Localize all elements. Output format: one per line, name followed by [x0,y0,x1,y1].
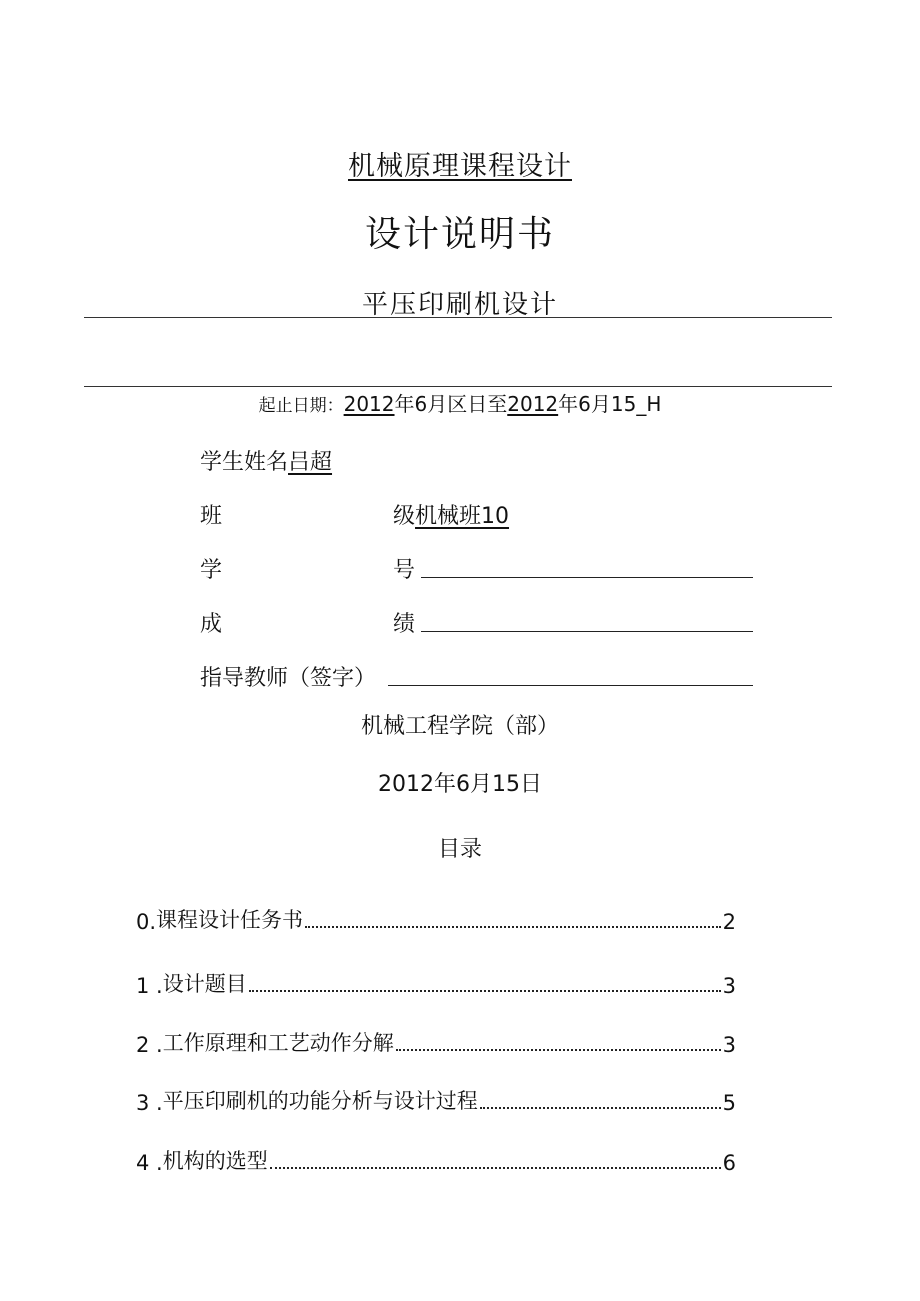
toc-entry-number: 1 . [136,974,163,998]
id-blank-line [421,577,753,578]
student-name-row [200,445,332,476]
class-row [393,499,509,530]
toc-entry[interactable] [136,1085,736,1115]
toc-entry-number: 4 . [136,1151,163,1175]
id-label-left: 学 [200,558,223,583]
date-range-label: 起止日期： [258,396,344,416]
toc-entry[interactable] [136,1027,736,1057]
document-title: 设计说明书 [364,214,555,255]
student-name-value: 吕超 [288,450,333,475]
grade-label-left: 成 [200,612,223,637]
advisor-label: 指导教师（签字） [200,666,377,691]
school-name: 机械工程学院（部） [360,714,559,739]
toc-entry-number: 3 . [136,1091,163,1115]
cover-date: 2012年6月15日 [378,772,542,797]
grade-blank-line [421,631,753,632]
grade-label-right: 绩 [393,612,416,637]
project-title: 平压印刷机设计 [361,290,558,320]
date-range [0,388,920,417]
toc-entry-number: 0. [136,910,157,934]
toc-entry[interactable] [136,904,736,934]
toc-entry[interactable] [136,968,736,998]
id-label-right: 号 [393,558,416,583]
toc-entry-page: 3 [722,1033,736,1057]
end-year: 2012 [507,392,559,416]
toc-entry-page: 3 [722,974,736,998]
toc-dot-leader [270,1167,721,1169]
class-label-left: 班 [200,504,223,529]
toc-entry[interactable] [136,1145,736,1175]
class-value: 机械班10 [415,504,510,529]
toc-entry-page: 6 [722,1151,736,1175]
course-title-text: 机械原理课程设计 [348,151,572,182]
start-rest: 年6月区日至 [394,392,508,416]
toc-dot-leader [305,926,721,928]
student-name-label: 学生姓名 [200,450,289,475]
toc-entry-page: 2 [722,910,736,934]
toc-entry-text: 工作原理和工艺动作分解 [162,1031,394,1055]
toc-entry-text: 设计题目 [162,972,247,996]
divider-top [84,317,832,318]
toc-entry-text: 平压印刷机的功能分析与设计过程 [162,1089,478,1113]
class-label-right: 级 [393,504,416,529]
end-rest: 年6月15_H [558,392,662,416]
divider-bottom [84,386,832,387]
toc-dot-leader [396,1049,721,1051]
toc-dot-leader [249,990,721,992]
toc-entry-text: 课程设计任务书 [156,908,304,932]
toc-title: 目录 [437,837,482,862]
toc-dot-leader [480,1107,721,1109]
advisor-blank-line [388,685,753,686]
toc-entry-page: 5 [722,1091,736,1115]
toc-entry-number: 2 . [136,1033,163,1057]
start-year: 2012 [343,392,395,416]
toc-entry-text: 机构的选型 [162,1149,268,1173]
course-title [0,144,920,183]
